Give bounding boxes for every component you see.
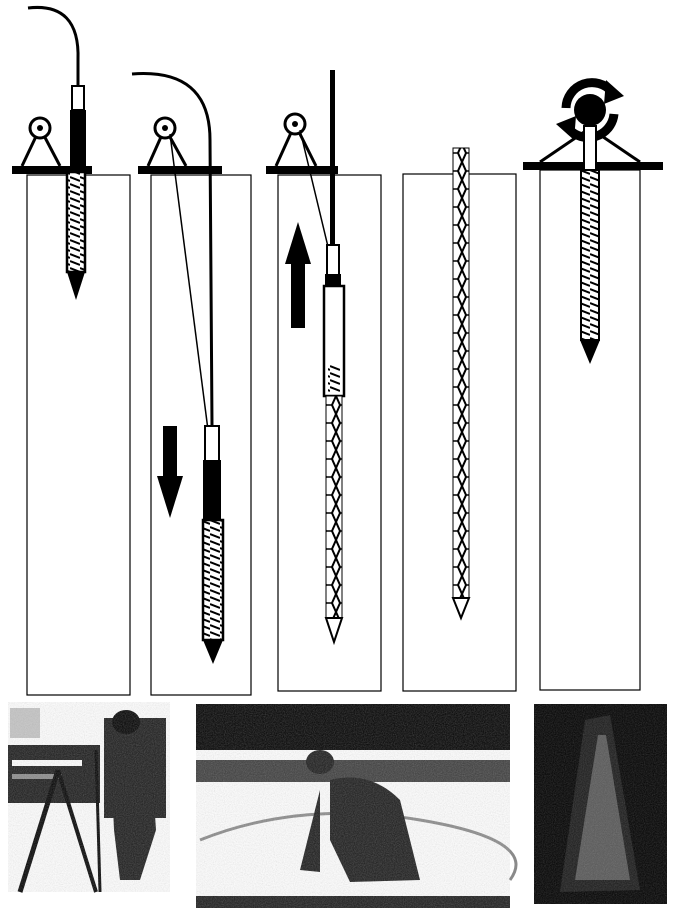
up-arrow-icon [285, 222, 311, 328]
grout-column-3 [326, 396, 342, 642]
mast-3 [330, 70, 335, 245]
screw-anchor-5 [580, 170, 600, 364]
drill-rod-2 [203, 520, 223, 664]
ground-beam-3 [266, 166, 338, 174]
photo-2 [196, 704, 516, 908]
panel-4 [403, 148, 516, 691]
photo-3 [534, 704, 667, 904]
pulley-icon [276, 114, 316, 166]
panel-2 [132, 74, 251, 695]
pulley-icon [148, 118, 186, 166]
pulley-icon [22, 118, 60, 166]
panel-3 [266, 70, 381, 691]
feed-hose-1 [28, 7, 78, 88]
cable-2 [170, 134, 208, 430]
grout-column-4 [453, 148, 469, 618]
panel-5 [523, 80, 663, 690]
photo-1 [8, 702, 170, 892]
down-arrow-icon [157, 426, 183, 518]
panel-1 [12, 7, 130, 695]
drill-rod-1 [67, 172, 85, 300]
